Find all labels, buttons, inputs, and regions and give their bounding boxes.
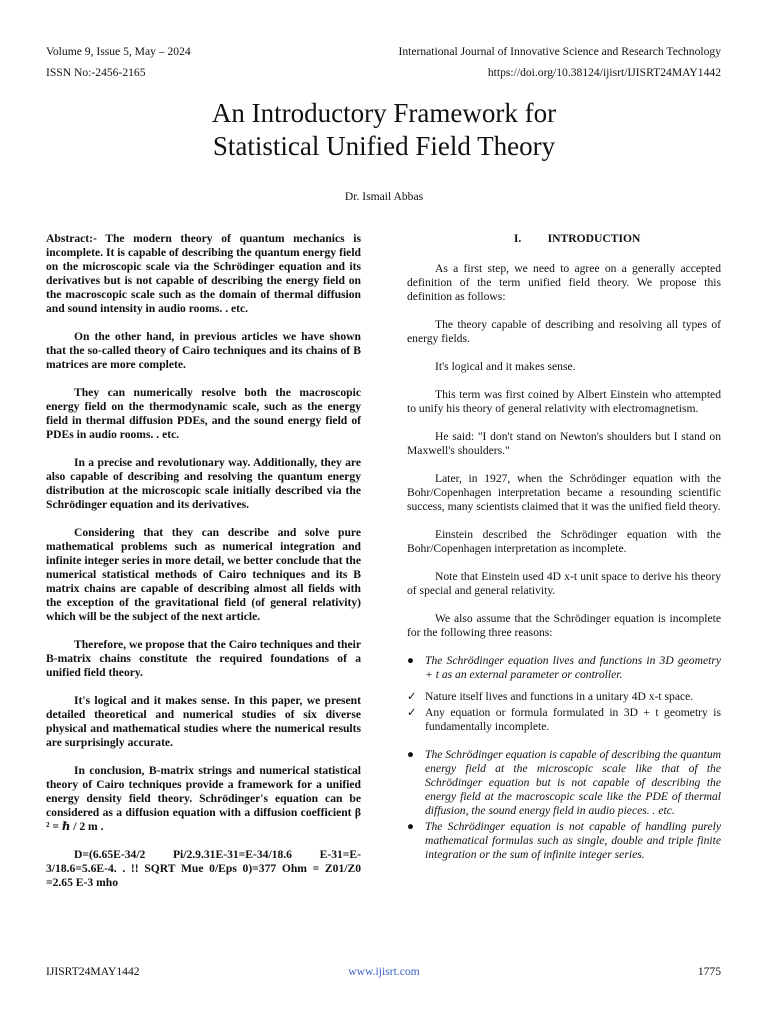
right-paragraph: As a first step, we need to agree on a generally accepted definition of the term unified field theory. We propose this definition as follows: (407, 262, 721, 303)
footer-website-link[interactable]: www.ijisrt.com (348, 965, 420, 978)
right-column (407, 232, 721, 870)
checkmark-icon: ✓ (407, 690, 417, 703)
right-paragraph: Einstein described the Schrödinger equation with the Bohr/Copenhagen interpretation as incomplete. (407, 528, 721, 555)
right-paragraph: Note that Einstein used 4D x-t unit space to derive his theory of special and general relativity. (407, 570, 721, 597)
right-paragraph: The theory capable of describing and resolving all types of energy fields. (407, 318, 721, 345)
left-paragraph: In a precise and revolutionary way. Additionally, they are also capable of describing and resolving the quantum energy distribution at the microscopic scale initially described via the Schrödinger equation and its derivatives. (46, 456, 361, 511)
volume-info: Volume 9, Issue 5, May – 2024 (46, 45, 191, 58)
section-number: I. (513, 232, 522, 245)
right-paragraph: It's logical and it makes sense. (435, 360, 576, 373)
bullet-icon: ● (407, 820, 415, 833)
bullet-icon: ● (407, 748, 415, 761)
bullet-list (407, 654, 721, 682)
right-paragraph: He said: "I don't stand on Newton's shoulders but I stand on Maxwell's shoulders." (407, 430, 721, 457)
right-paragraph: We also assume that the Schrödinger equation is incomplete for the following three reasons: (407, 612, 721, 639)
journal-name: International Journal of Innovative Science and Research Technology (398, 45, 721, 58)
section-heading (407, 232, 721, 246)
checkmark-icon: ✓ (407, 706, 417, 719)
footer-id: IJISRT24MAY1442 (46, 965, 140, 978)
title-line-2: Statistical Unified Field Theory (212, 131, 556, 161)
left-paragraph: On the other hand, in previous articles we have shown that the so-called theory of Cairo techniques and its chains of B matrices are more complete. (46, 330, 361, 371)
left-column (46, 232, 361, 904)
equation-paragraph: D=(6.65E-34/2 Pi/2.9.31E-31=E-34/18.6 E-31=E-3/18.6=5.6E-4. . !! SQRT Mue 0/Eps 0)=377 Ohm = Z01/Z0 =2.65 E-3 mho (46, 848, 361, 889)
left-paragraph: Therefore, we propose that the Cairo techniques and their B-matrix chains constitute the required foundations of a unified field theory. (46, 638, 361, 679)
list-item: ● The Schrödinger equation is not capable of handling purely mathematical formulas such as single, double and triple finite integration or the sum of infinite integer series. (407, 820, 721, 861)
left-paragraph: They can numerically resolve both the macroscopic energy field on the thermodynamic scale, such as the energy field in thermal diffusion PDEs, and the sound energy field of PDEs in audio rooms. . etc. (46, 386, 361, 441)
section-title: INTRODUCTION (547, 232, 641, 245)
bullet-list (407, 748, 721, 862)
check-list (407, 690, 721, 734)
left-paragraph: Considering that they can describe and solve pure mathematical problems such as numerical integration and infinite integer series in more detail, we better conclude that the numerical statistical methods of Cairo techniques and its B matrix chains are capable of describing almost all fields with the exception of the gravitational field (of general relativity) which will be the subject of the next article. (46, 526, 361, 623)
list-item: ● The Schrödinger equation is capable of describing the quantum energy field at the microscopic scale like that of the Schrödinger equation but is not capable of describing the energy field at the macroscopic scale like the PDE of thermal diffusion, the sound energy field in audio pieces. . etc. (407, 748, 721, 817)
left-paragraph: In conclusion, B-matrix strings and numerical statistical theory of Cairo techniques provide a framework for a unified energy density field theory. Schrödinger's equation can be considered as a diffusion equation with a diffusion coefficient β ² = ℏ / 2 m . (46, 764, 361, 833)
abstract: Abstract:- The modern theory of quantum mechanics is incomplete. It is capable of describing the quantum energy field on the microscopic scale via the Schrödinger equation and its derivatives but is not capable of describing the energy field on the macroscopic scale such as the domain of thermal diffusion and sound intensity in audio rooms. . etc. (46, 232, 361, 315)
title-line-1: An Introductory Framework for (211, 98, 557, 128)
author: Dr. Ismail Abbas (344, 190, 424, 203)
list-item: ✓ Any equation or formula formulated in 3D + t geometry is fundamentally incomplete. (407, 706, 721, 733)
list-item: ✓ Nature itself lives and functions in a unitary 4D x-t space. (407, 690, 694, 703)
doi-link[interactable]: https://doi.org/10.38124/ijisrt/IJISRT24MAY1442 (487, 66, 721, 79)
paper-title (0, 97, 768, 163)
right-paragraph: This term was first coined by Albert Einstein who attempted to unify his theory of general relativity with electromagnetism. (407, 388, 721, 415)
right-paragraph: Later, in 1927, when the Schrödinger equation with the Bohr/Copenhagen interpretation became a resounding scientific success, many scientists claimed that it was the unified field theory. (407, 472, 721, 513)
issn: ISSN No:-2456-2165 (46, 66, 146, 79)
bullet-icon: ● (407, 654, 415, 667)
page-number: 1775 (697, 965, 721, 978)
list-item: ● The Schrödinger equation lives and functions in 3D geometry + t as an external parameter or controller. (407, 654, 721, 681)
left-paragraph: It's logical and it makes sense. In this paper, we present detailed theoretical and numerical studies of six diverse physical and mathematical studies where the numerical results are surprisingly accurate. (46, 694, 361, 749)
